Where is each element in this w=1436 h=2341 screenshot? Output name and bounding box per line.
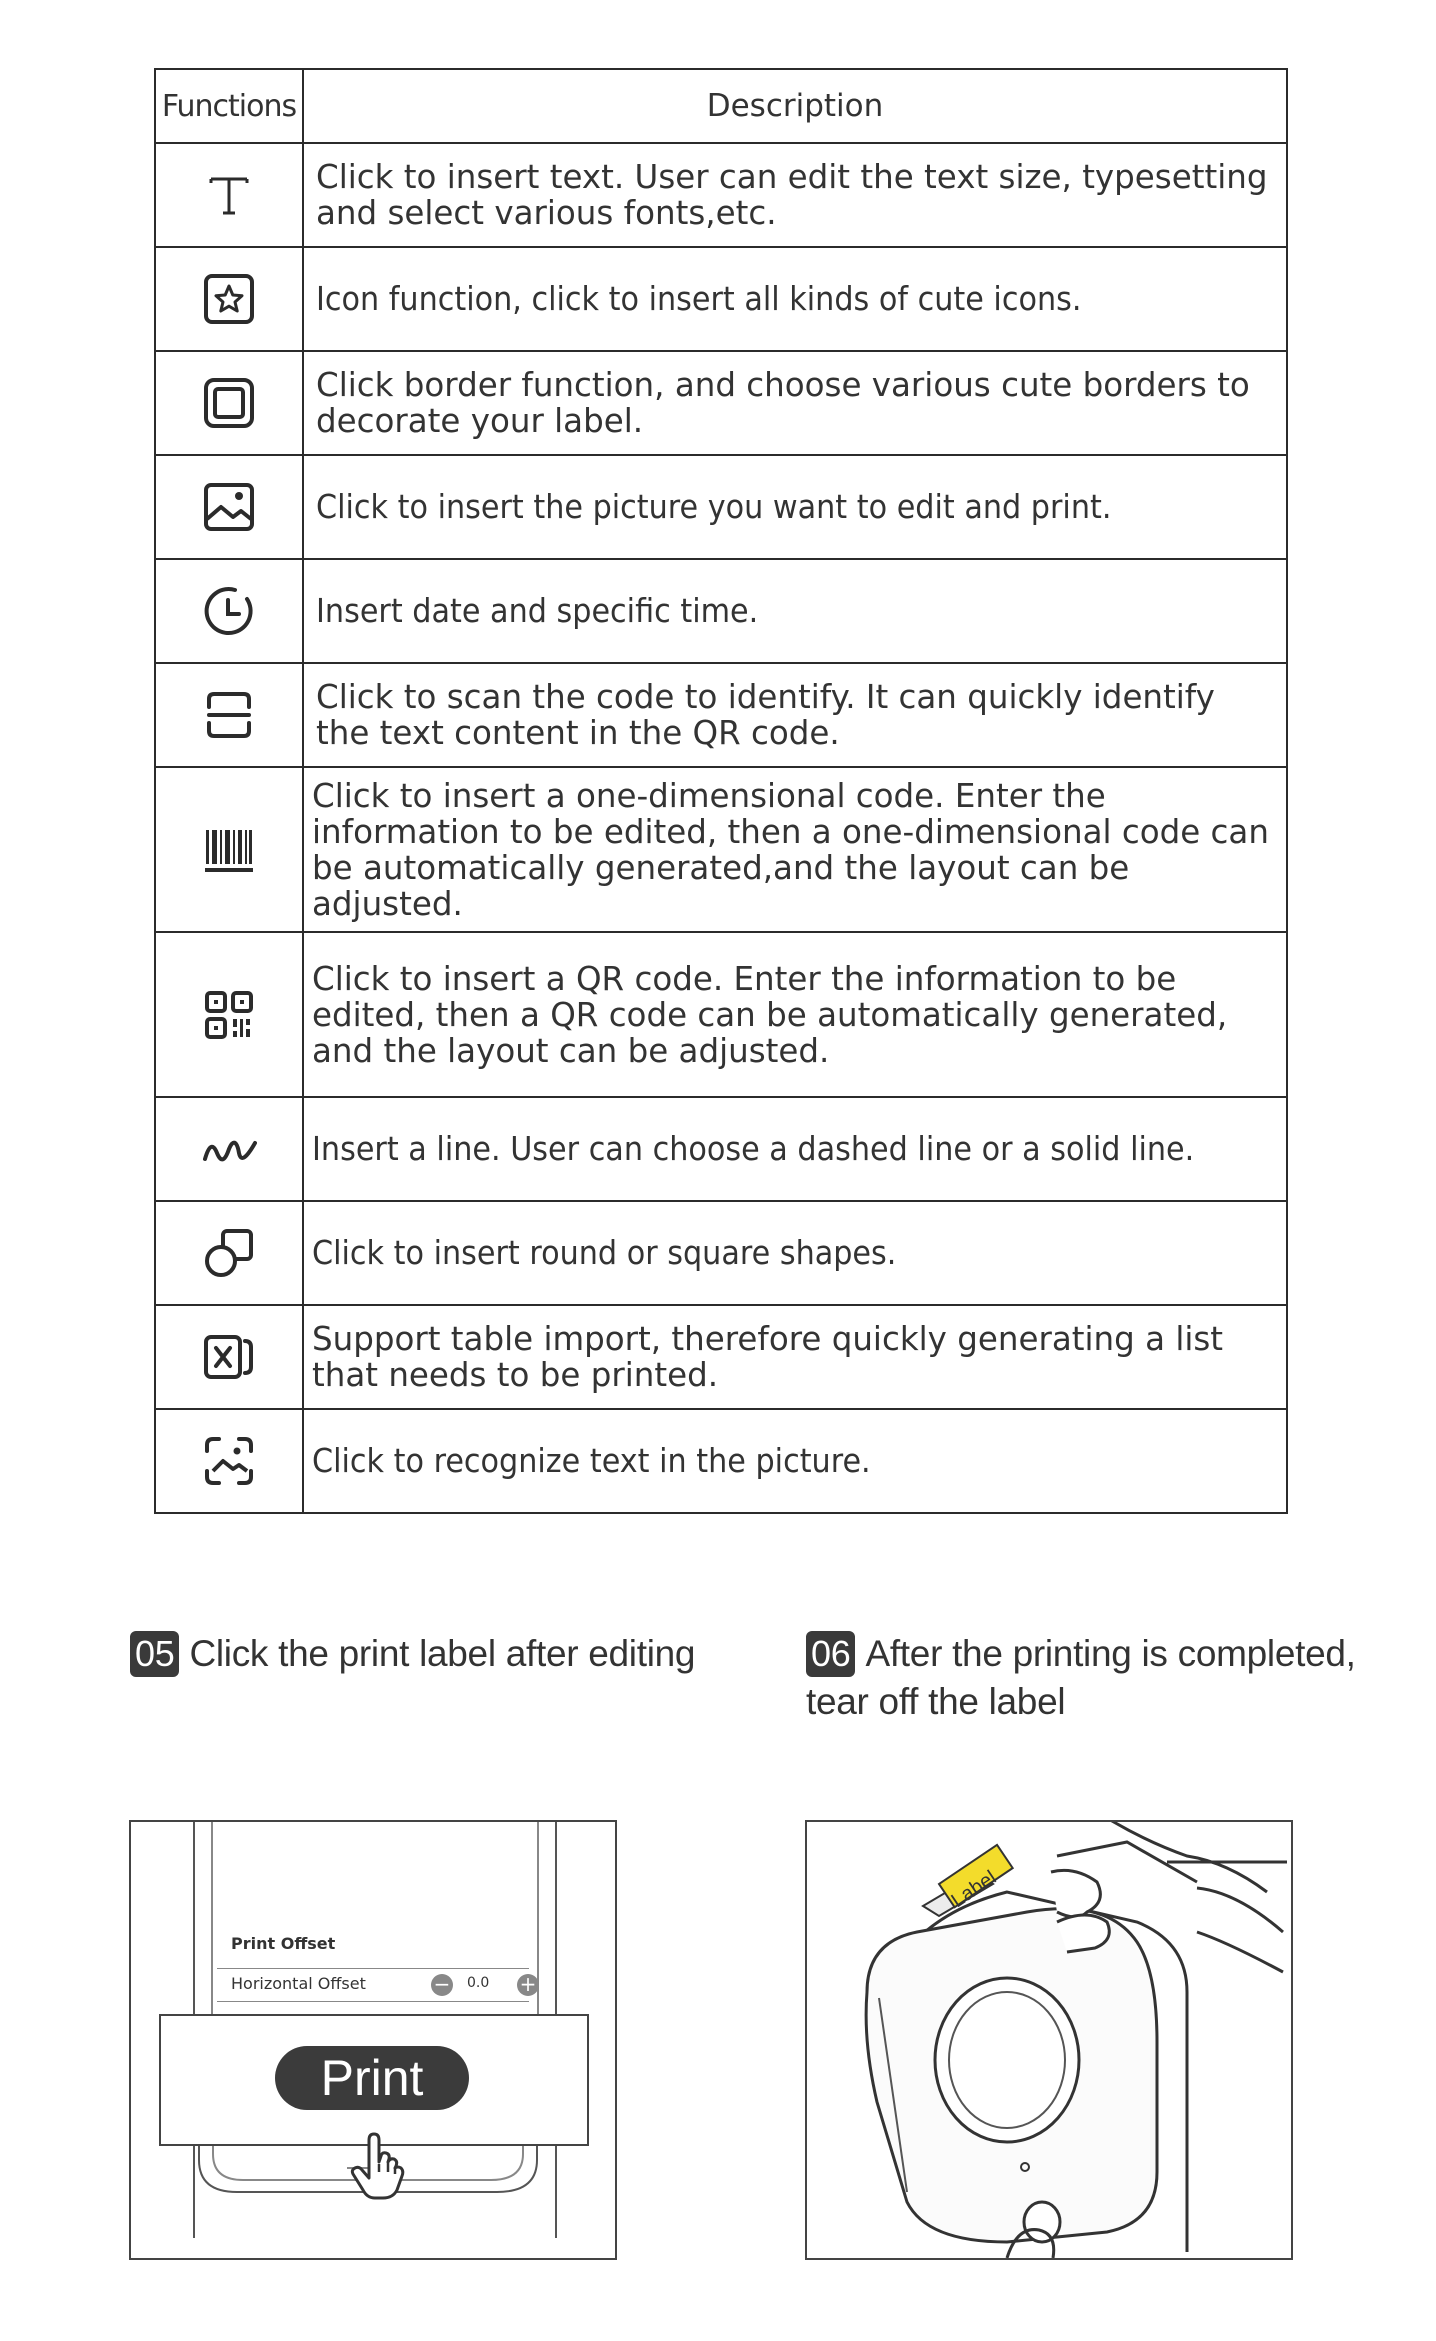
text-recognition-icon xyxy=(201,1433,257,1489)
row-description: Click to insert round or square shapes. xyxy=(312,1234,897,1272)
print-illustration xyxy=(129,1820,617,2260)
hand-pointer-icon xyxy=(347,2132,407,2202)
scan-icon xyxy=(201,687,257,743)
step-6-number: 06 xyxy=(806,1631,855,1677)
table-row xyxy=(155,559,1287,663)
printer-illustration xyxy=(805,1820,1293,2260)
row-description: Click border function, and choose various cute borders to decorate your label. xyxy=(316,366,1250,440)
table-row xyxy=(155,932,1287,1097)
plus-icon[interactable]: + xyxy=(517,1974,539,1996)
print-offset-title: Print Offset xyxy=(231,1934,336,1953)
printer-drawing xyxy=(807,1822,1291,2258)
line-icon xyxy=(201,1121,257,1177)
table-row xyxy=(155,247,1287,351)
row-description: Click to insert the picture you want to edit and print. xyxy=(316,488,1112,526)
row-description: Support table import, therefore quickly generating a list that needs to be printed. xyxy=(312,1320,1224,1394)
star-icon xyxy=(201,271,257,327)
border-icon xyxy=(201,375,257,431)
functions-table xyxy=(154,68,1288,1514)
table-row xyxy=(155,351,1287,455)
row-description: Click to insert a one-dimensional code. Enter the information to be edited, then a one-dimensional code can be automatically generated,and the layout can be adjusted. xyxy=(312,776,1269,923)
header-description: Description xyxy=(303,69,1287,143)
qr-code-icon xyxy=(201,987,257,1043)
table-row xyxy=(155,1409,1287,1513)
horizontal-offset-row xyxy=(217,1968,537,2002)
step-5-text: Click the print label after editing xyxy=(189,1633,696,1674)
row-description: Click to recognize text in the picture. xyxy=(312,1442,871,1480)
row-description: Click to insert a QR code. Enter the information to be edited, then a QR code can be automatically generated, and the layout can be adjusted. xyxy=(312,959,1228,1070)
table-row xyxy=(155,143,1287,247)
picture-icon xyxy=(201,479,257,535)
label-text: Label xyxy=(947,1866,1001,1913)
table-row xyxy=(155,767,1287,932)
print-button[interactable]: Print xyxy=(275,2046,469,2110)
excel-icon xyxy=(201,1329,257,1385)
minus-icon[interactable]: − xyxy=(431,1974,453,1996)
table-row xyxy=(155,1305,1287,1409)
step-5-heading xyxy=(130,1630,695,1678)
row-description: Icon function, click to insert all kinds of cute icons. xyxy=(316,280,1082,318)
text-icon xyxy=(201,167,257,223)
row-description: Click to scan the code to identify. It can quickly identify the text content in the QR code. xyxy=(316,678,1215,752)
row-description: Insert a line. User can choose a dashed line or a solid line. xyxy=(312,1130,1195,1168)
table-row xyxy=(155,663,1287,767)
horizontal-offset-label: Horizontal Offset xyxy=(231,1974,366,1993)
row-description: Click to insert text. User can edit the text size, typesetting and select various fonts,etc. xyxy=(316,158,1268,232)
step-6-text: After the printing is completed, tear off the label xyxy=(806,1633,1356,1722)
table-row xyxy=(155,1097,1287,1201)
clock-icon xyxy=(201,583,257,639)
row-description: Insert date and specific time. xyxy=(316,592,759,630)
print-callout xyxy=(159,2014,589,2146)
shapes-icon xyxy=(201,1225,257,1281)
horizontal-offset-value: 0.0 xyxy=(467,1975,490,1991)
step-5-number: 05 xyxy=(130,1631,179,1677)
table-row xyxy=(155,455,1287,559)
header-functions: Functions xyxy=(155,69,303,143)
barcode-icon xyxy=(201,822,257,878)
step-6-heading xyxy=(806,1630,1406,1726)
table-row xyxy=(155,1201,1287,1305)
